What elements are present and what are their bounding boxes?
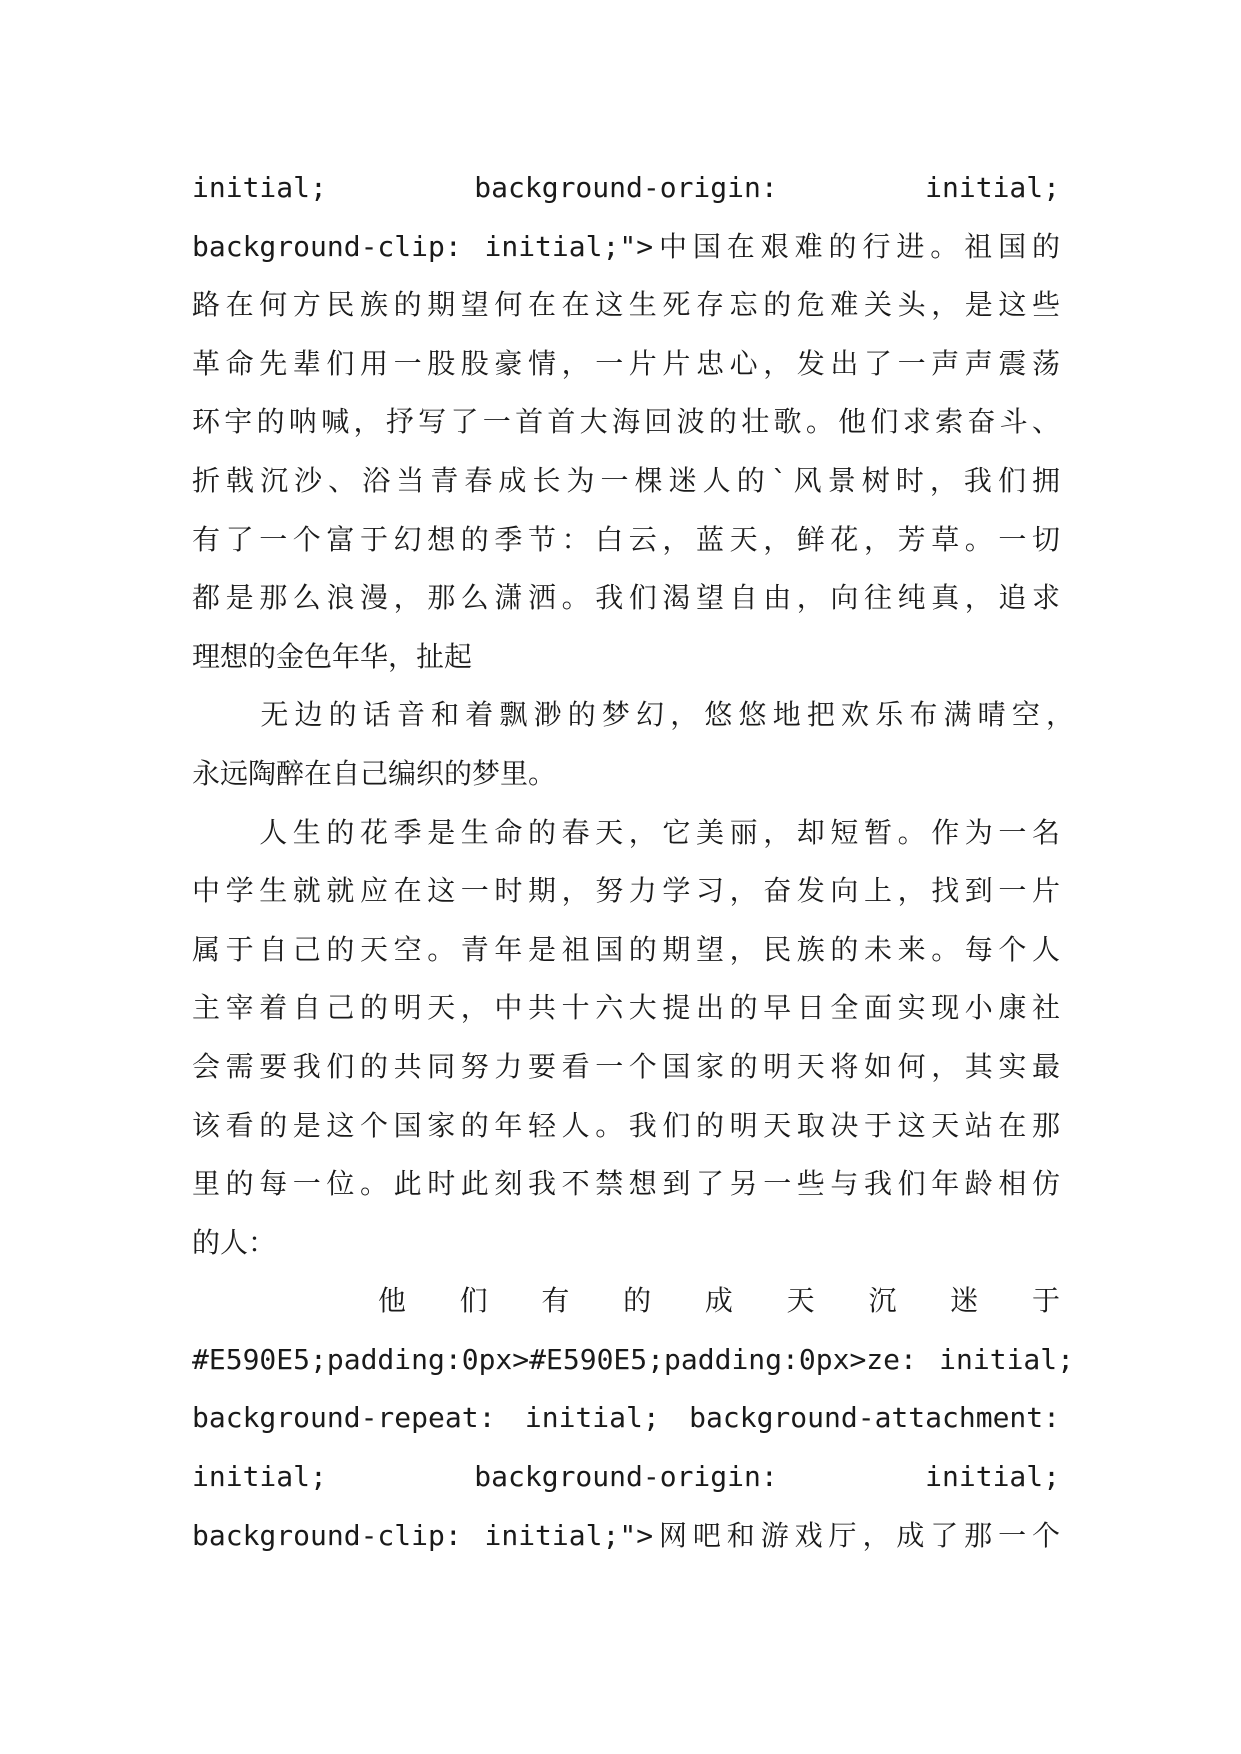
text-line: initial; background-origin: initial; — [192, 171, 1060, 204]
text-line: 主宰着自己的明天，中共十六大提出的早日全面实现小康社 — [192, 991, 1060, 1025]
text-line: 永远陶醉在自己编织的梦里。 — [192, 756, 557, 790]
text-line: background-clip: initial;">中国在艰难的行进。祖国的 — [192, 229, 1060, 263]
text-line: 他 们 有 的 成 天 沉 迷 于 — [192, 1284, 1060, 1318]
text-line: 都是那么浪漫，那么潇洒。我们渴望自由，向往纯真，追求 — [192, 581, 1060, 615]
text-line: 中学生就就应在这一时期，努力学习，奋发向上，找到一片 — [192, 874, 1060, 908]
text-line: 会需要我们的共同努力要看一个国家的明天将如何，其实最 — [192, 1049, 1060, 1083]
text-line: 属于自己的天空。青年是祖国的期望，民族的未来。每个人 — [192, 932, 1060, 966]
text-line: 环宇的呐喊，抒写了一首首大海回波的壮歌。他们求索奋斗、 — [192, 405, 1060, 439]
text-line: initial; background-origin: initial; — [192, 1460, 1060, 1494]
text-line: background-repeat: initial; background-attachment: — [192, 1401, 1060, 1435]
text-line: #E590E5;padding:0px>#E590E5;padding:0px>ze: initial; — [192, 1342, 1074, 1376]
text-line: 有了一个富于幻想的季节：白云，蓝天，鲜花，芳草。一切 — [192, 522, 1060, 556]
text-line: 里的每一位。此时此刻我不禁想到了另一些与我们年龄相仿 — [192, 1167, 1060, 1201]
text-line: 革命先辈们用一股股豪情，一片片忠心，发出了一声声震荡 — [192, 346, 1060, 380]
text-line: 折戟沉沙、浴当青春成长为一棵迷人的`风景树时，我们拥 — [192, 463, 1060, 497]
text-line: 的人： — [192, 1225, 277, 1259]
text-line: 无边的话音和着飘渺的梦幻，悠悠地把欢乐布满晴空， — [192, 698, 1074, 732]
text-line: 该看的是这个国家的年轻人。我们的明天取决于这天站在那 — [192, 1108, 1060, 1142]
text-line: 路在何方民族的期望何在在这生死存忘的危难关头，是这些 — [192, 288, 1060, 322]
text-line: background-clip: initial;">网吧和游戏厅，成了那一个 — [192, 1518, 1060, 1552]
body-text — [192, 159, 1076, 1565]
text-line: 理想的金色年华，扯起 — [192, 639, 473, 673]
text-line: 人生的花季是生命的春天，它美丽，却短暂。作为一名 — [192, 815, 1060, 849]
